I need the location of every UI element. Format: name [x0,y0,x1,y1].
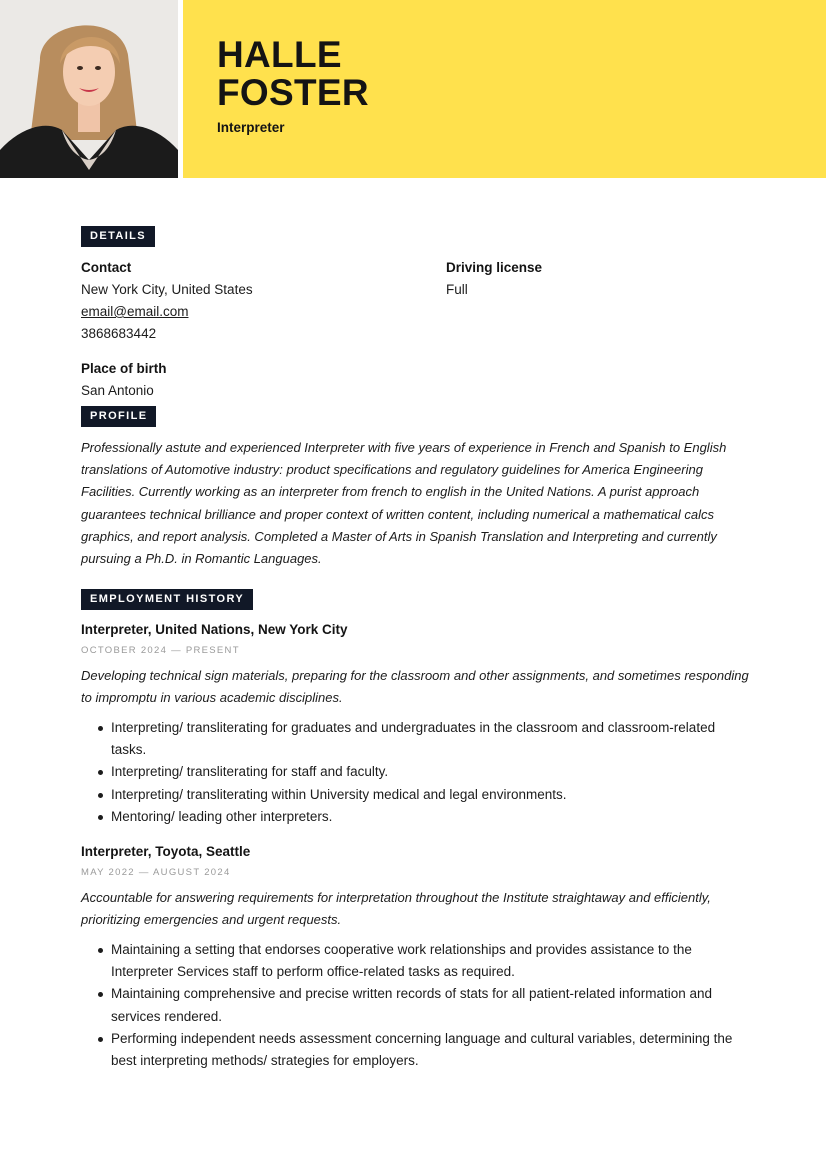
last-name: FOSTER [217,72,369,113]
list-item: Performing independent needs assessment concerning language and cultural variables, determining the best interpreting methods/ strategies for employers. [81,1028,751,1072]
birth-place-label: Place of birth [81,361,167,376]
contact-address: New York City, United States [81,282,253,297]
job-title: Interpreter [217,120,285,135]
profile-photo [0,0,178,178]
job-1-dates: OCTOBER 2024 — PRESENT [81,645,240,656]
job-1-bullet-list [81,717,751,828]
job-2-summary: Accountable for answering requirements for interpretation throughout the Institute straightaway and efficiently, prioritizing emergencies and urgent requests. [81,890,711,928]
job-2-bullet-list [81,939,751,1072]
candidate-name [217,36,369,112]
profile-summary: Professionally astute and experienced Interpreter with five years of experience in French and Spanish to English translations of Automotive industry: product specifications and regulatory guidelines for America Engineering Facilities. Currently working as an interpreter from french to english in the United Nations. A purist approach guarantees technical brilliance and proper context of written content, including numerical a mathematical calcs graphics, and report analysis. Completed a Master of Arts in Spanish Translation and Interpreting and currently pursuing a Ph.D. in Romantic Languages. [81,440,727,567]
job-2-dates: MAY 2022 — AUGUST 2024 [81,867,231,878]
list-item: Mentoring/ leading other interpreters. [81,806,751,828]
details-section-label: DETAILS [81,226,155,247]
list-item: Maintaining a setting that endorses cooperative work relationships and provides assistance to the Interpreter Services staff to perform office-related tasks as required. [81,939,751,983]
first-name: HALLE [217,34,342,75]
portrait-photo-icon [0,0,178,178]
list-item: Interpreting/ transliterating for staff and faculty. [81,761,751,783]
job-1-title: Interpreter, United Nations, New York City [81,622,348,637]
list-item: Interpreting/ transliterating for graduates and undergraduates in the classroom and classroom-related tasks. [81,717,751,761]
list-item: Interpreting/ transliterating within University medical and legal environments. [81,784,751,806]
contact-email-link[interactable]: email@email.com [81,304,189,319]
birth-place-value: San Antonio [81,383,154,398]
job-2-title: Interpreter, Toyota, Seattle [81,844,251,859]
profile-section-label: PROFILE [81,406,156,427]
driving-license-label: Driving license [446,260,543,275]
employment-section-label: EMPLOYMENT HISTORY [81,589,253,610]
list-item: Maintaining comprehensive and precise written records of stats for all patient-related information and services rendered. [81,983,751,1027]
contact-label: Contact [81,260,132,275]
driving-license-value: Full [446,282,468,297]
contact-phone: 3868683442 [81,326,157,341]
header-band [183,0,826,178]
job-1-summary: Developing technical sign materials, preparing for the classroom and other assignments, and sometimes responding to impromptu in various academic disciplines. [81,668,749,706]
